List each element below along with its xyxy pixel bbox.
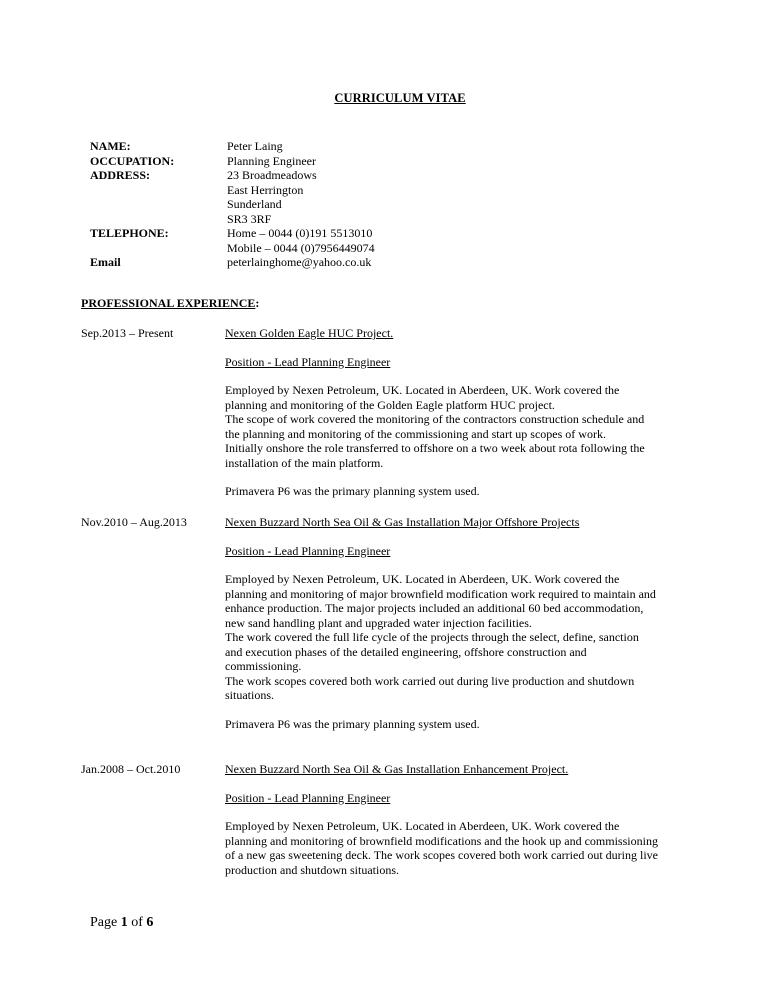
job-description bbox=[225, 819, 695, 877]
description-line: of a new gas sweetening deck. The work scopes covered both work carried out during live bbox=[225, 848, 658, 862]
description-line: commissioning. bbox=[225, 659, 302, 673]
description-line: planning and monitoring of the Golden Eagle platform HUC project. bbox=[225, 397, 555, 412]
job-details bbox=[225, 326, 695, 499]
of-word: of bbox=[131, 915, 143, 930]
address-line-2: East Herrington bbox=[227, 182, 304, 197]
job-project: Nexen Golden Eagle HUC Project. bbox=[225, 326, 394, 340]
description-line: Employed by Nexen Petroleum, UK. Located in Aberdeen, UK. Work covered the bbox=[225, 572, 620, 586]
job-details bbox=[225, 515, 695, 731]
job-project: Nexen Buzzard North Sea Oil & Gas Installation Major Offshore Projects bbox=[225, 515, 580, 529]
description-line: installation of the main platform. bbox=[225, 455, 384, 470]
page-current: 1 bbox=[120, 915, 128, 930]
page-word: Page bbox=[90, 915, 118, 930]
telephone-home: Home – 0044 (0)191 5513010 bbox=[227, 226, 373, 240]
job-description bbox=[225, 572, 695, 703]
description-line: new sand handling plant and upgraded water injection facilities. bbox=[225, 615, 532, 630]
occupation-value: Planning Engineer bbox=[227, 153, 316, 168]
document-title: CURRICULUM VITAE bbox=[334, 91, 466, 105]
page-total: 6 bbox=[146, 915, 154, 930]
telephone-label: TELEPHONE: bbox=[90, 226, 169, 240]
job-position: Position - Lead Planning Engineer bbox=[225, 790, 391, 805]
address-line-3: Sunderland bbox=[227, 197, 282, 211]
job-description bbox=[225, 383, 695, 470]
job-dates: Sep.2013 – Present bbox=[81, 326, 174, 340]
job-planning-system: Primavera P6 was the primary planning system used. bbox=[225, 716, 480, 731]
description-line: and execution phases of the detailed engineering, offshore construction and bbox=[225, 644, 587, 659]
name-label: NAME: bbox=[90, 139, 131, 153]
telephone-mobile: Mobile – 0044 (0)7956449074 bbox=[227, 240, 375, 255]
description-line: the planning and monitoring of the commissioning and start up scopes of work. bbox=[225, 426, 606, 441]
experience-heading bbox=[81, 296, 259, 311]
description-line: The work scopes covered both work carried out during live production and shutdown bbox=[225, 673, 635, 688]
page-footer bbox=[90, 916, 153, 931]
address-label: ADDRESS: bbox=[90, 168, 151, 182]
experience-heading-colon: : bbox=[255, 296, 260, 310]
description-line: Employed by Nexen Petroleum, UK. Located in Aberdeen, UK. Work covered the bbox=[225, 383, 620, 397]
description-line: situations. bbox=[225, 688, 275, 702]
description-line: production and shutdown situations. bbox=[225, 862, 399, 877]
address-postcode: SR3 3RF bbox=[227, 211, 272, 226]
description-line: The work covered the full life cycle of the projects through the select, define, sanction bbox=[225, 630, 639, 644]
description-line: enhance production. The major projects included an additional 60 bed accommodation, bbox=[225, 601, 644, 615]
job-project: Nexen Buzzard North Sea Oil & Gas Installation Enhancement Project. bbox=[225, 762, 569, 776]
job-details bbox=[225, 762, 695, 877]
occupation-label: OCCUPATION: bbox=[90, 153, 175, 168]
description-line: Employed by Nexen Petroleum, UK. Located in Aberdeen, UK. Work covered the bbox=[225, 819, 620, 833]
address-line-1: 23 Broadmeadows bbox=[227, 168, 317, 182]
name-value: Peter Laing bbox=[227, 139, 283, 153]
email-label: Email bbox=[90, 255, 121, 269]
description-line: planning and monitoring of major brownfield modification work required to maintain and bbox=[225, 586, 656, 601]
experience-heading-text: PROFESSIONAL EXPERIENCE bbox=[81, 296, 256, 310]
description-line: Initially onshore the role transferred to offshore on a two week about rota following the bbox=[225, 441, 645, 455]
job-dates: Jan.2008 – Oct.2010 bbox=[81, 762, 181, 776]
job-dates: Nov.2010 – Aug.2013 bbox=[81, 515, 187, 529]
description-line: The scope of work covered the monitoring of the contractors construction schedule and bbox=[225, 412, 645, 426]
job-planning-system: Primavera P6 was the primary planning system used. bbox=[225, 484, 480, 498]
email-value: peterlainghome@yahoo.co.uk bbox=[227, 255, 372, 269]
job-position: Position - Lead Planning Engineer bbox=[225, 543, 391, 558]
description-line: planning and monitoring of brownfield modifications and the hook up and commissioning bbox=[225, 833, 658, 848]
job-position: Position - Lead Planning Engineer bbox=[225, 354, 391, 369]
